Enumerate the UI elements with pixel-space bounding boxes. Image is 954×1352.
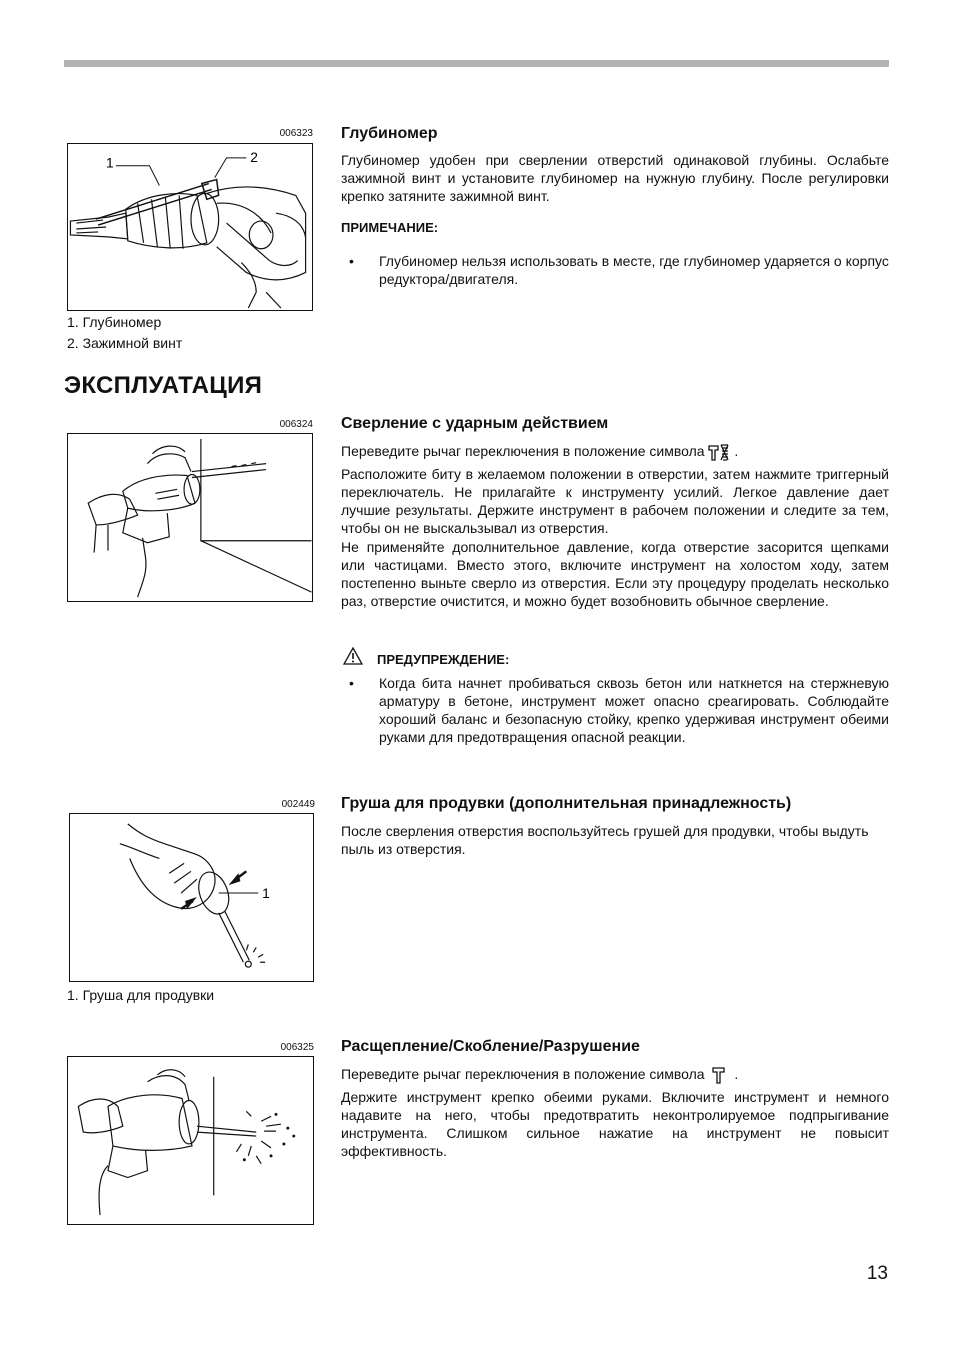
header-rule [64,60,889,67]
figure-code: 006325 [280,1042,314,1053]
callout-1: 1 [106,154,114,171]
warning-bullet-text: Когда бита начнет пробиваться сквозь бетон или наткнется на стержневую арматуру в бетоне, инструмент может опасно среагировать. Соблюдайте хороший баланс и безопасную стойку, крепко удерживая инструмент обеими руками для предотвращения опасной реакции. [379,675,889,745]
symbol-suffix: . [734,1066,739,1082]
hammer-drilling-figure [67,433,313,602]
bullet-marker: • [349,253,354,269]
chipping-text: Держите инструмент крепко обеими руками. Включите инструмент и немного надавите на него, чтобы предотвратить неконтролируемое подпрыгивание инструмента. Слишком сильное нажатие на инструмент не повысит эффективность. [341,1089,889,1159]
symbol-suffix: . [734,443,739,459]
figure-code: 006323 [279,128,313,139]
chipping-illustration [68,1057,313,1224]
depth-gauge-text: Глубиномер удобен при сверлении отверстий одинаковой глубины. Ослабьте зажимной винт и установите глубиномер на нужную глубину. После регулировки крепко затяните зажимной винт. [341,152,889,204]
symbol-instruction: Переведите рычаг переключения в положение символа [341,443,705,459]
callout-1: 1 [262,884,270,901]
blow-out-bulb-text: После сверления отверстия воспользуйтесь грушей для продувки, чтобы выдуть пыль из отверстия. [341,823,869,857]
blow-out-bulb-illustration [70,814,313,981]
bullet-marker: • [349,675,354,691]
blow-out-bulb-figure [69,813,314,982]
chipping-symbol-line [341,1065,889,1084]
hammer-drilling-symbol-line [341,442,889,461]
blow-out-bulb-heading: Груша для продувки (дополнительная принадлежность) [341,795,792,812]
symbol-instruction: Переведите рычаг переключения в положение символа [341,1066,705,1082]
callout-2: 2 [250,148,258,165]
page-number: 13 [866,1263,888,1284]
caption-item: 2. Зажимной винт [67,335,183,351]
hammer-drilling-paragraph-1: Расположите биту в желаемом положении в отверстии, затем нажмите триггерный переключатель. Не прилагайте к инструменту усилий. Легкое давление дает лучшие результаты. Держите инструмент в рабочем положении и следите за тем, чтобы он не выскальзывал из отверстия. [341,466,889,536]
warning-label: ПРЕДУПРЕЖДЕНИЕ: [377,652,510,667]
figure-code: 006324 [279,419,313,430]
depth-gauge-figure [67,143,313,311]
note-label: ПРИМЕЧАНИЕ: [341,220,439,235]
chipping-figure [67,1056,314,1225]
drill-with-depth-gauge-illustration [68,144,312,310]
depth-gauge-heading: Глубиномер [341,125,438,142]
blow-out-bulb-caption: 1. Груша для продувки [67,987,215,1003]
hammer-drilling-illustration [68,434,312,601]
warning-triangle-icon [343,647,363,665]
depth-gauge-captions [67,312,182,354]
hammer-drilling-paragraph-2: Не применяйте дополнительное давление, когда отверстие засорится щепками или частицами. Вместо этого, включите инструмент на холостом ходу, затем постепенно выньте сверло из отверстия. Если эту процедуру проделать несколько раз, отверстие очистится, и можно будет возобновить обычное сверление. [341,539,889,609]
caption-item: 1. Глубиномер [67,314,162,330]
hammer-only-mode-icon [708,1066,730,1084]
note-bullet-text: Глубиномер нельзя использовать в месте, где глубиномер ударяется о корпус редуктора/двигателя. [379,253,889,287]
hammer-drilling-heading: Сверление с ударным действием [341,415,609,432]
chipping-heading: Расщепление/Скобление/Разрушение [341,1038,640,1055]
hammer-drill-mode-icon [708,443,730,461]
section-title: ЭКСПЛУАТАЦИЯ [64,372,263,399]
figure-code: 002449 [281,799,315,810]
